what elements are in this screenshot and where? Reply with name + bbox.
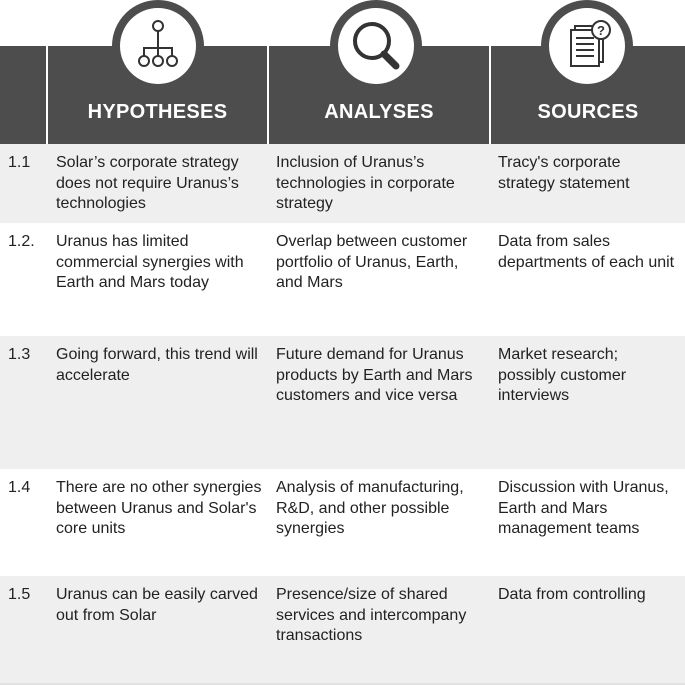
table-row bbox=[0, 469, 685, 576]
row-number: 1.5 bbox=[8, 586, 31, 603]
analysis-cell: Future demand for Uranus products by Earth and Mars customers and vice versa bbox=[276, 346, 473, 404]
table-row bbox=[0, 336, 685, 469]
table-row bbox=[0, 223, 685, 336]
hypothesis-cell: There are no other synergies between Uranus and Solar's core units bbox=[56, 479, 262, 537]
row-number: 1.4 bbox=[8, 479, 31, 496]
document-question-icon bbox=[541, 0, 633, 92]
header-label-hypotheses: HYPOTHESES bbox=[87, 101, 228, 123]
table-row bbox=[0, 576, 685, 683]
analysis-cell: Presence/size of shared services and intercompany transactions bbox=[276, 586, 467, 644]
magnifier-icon bbox=[330, 0, 422, 92]
row-number: 1.2. bbox=[8, 233, 35, 250]
analysis-cell: Inclusion of Uranus’s technologies in corporate strategy bbox=[276, 154, 455, 212]
source-cell: Tracy's corporate strategy statement bbox=[498, 154, 630, 192]
row-number: 1.1 bbox=[8, 154, 31, 171]
hierarchy-icon bbox=[112, 0, 204, 92]
source-cell: Discussion with Uranus, Earth and Mars management teams bbox=[498, 479, 669, 537]
header-label-analyses: ANALYSES bbox=[324, 101, 434, 123]
analysis-cell: Analysis of manufacturing, R&D, and other possible synergies bbox=[276, 479, 464, 537]
source-cell: Data from controlling bbox=[498, 586, 646, 603]
analysis-cell: Overlap between customer portfolio of Uranus, Earth, and Mars bbox=[276, 233, 468, 291]
source-cell: Data from sales departments of each unit bbox=[498, 233, 675, 271]
svg-text:?: ? bbox=[597, 23, 605, 38]
hypothesis-cell: Going forward, this trend will accelerate bbox=[56, 346, 258, 384]
hypothesis-cell: Uranus can be easily carved out from Solar bbox=[56, 586, 258, 624]
header-label-sources: SOURCES bbox=[537, 101, 639, 123]
table-row bbox=[0, 144, 685, 223]
row-number: 1.3 bbox=[8, 346, 31, 363]
hypothesis-cell: Uranus has limited commercial synergies with Earth and Mars today bbox=[56, 233, 244, 291]
hypothesis-cell: Solar’s corporate strategy does not require Uranus’s technologies bbox=[56, 154, 239, 212]
source-cell: Market research; possibly customer interviews bbox=[498, 346, 627, 404]
